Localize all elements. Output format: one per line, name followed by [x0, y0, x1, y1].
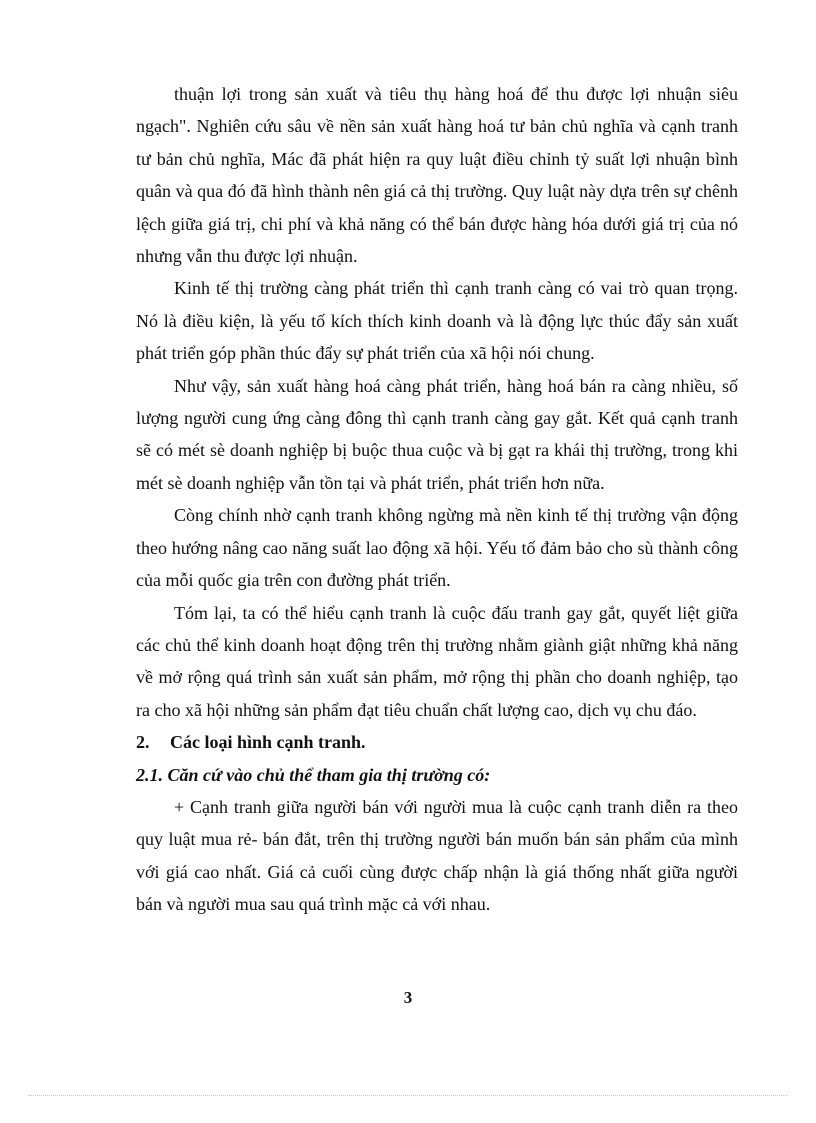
body-paragraph: Như vậy, sản xuất hàng hoá càng phát triển, hàng hoá bán ra càng nhiều, số lượng người cung ứng càng đông thì cạnh tranh càng gay gắt. Kết quả cạnh tranh sẽ có mét sè doanh nghiệp bị buộc thua cuộc và bị gạt ra khái thị trường, trong khi mét sè doanh nghiệp vẫn tồn tại và phát triển, phát triển hơn nữa. [136, 375, 738, 493]
section-title: Các loại hình cạnh tranh. [170, 732, 366, 753]
page-number: 3 [403, 988, 413, 1007]
section-number: 2. [136, 732, 150, 753]
body-paragraph: Tóm lại, ta có thể hiểu cạnh tranh là cuộc đấu tranh gay gắt, quyết liệt giữa các chủ thể kinh doanh hoạt động trên thị trường nhằm giành giật những khả năng về mở rộng quá trình sản xuất sản phẩm, mở rộng thị phần cho doanh nghiệp, tạo ra cho xã hội những sản phẩm đạt tiêu chuẩn chất lượng cao, dịch vụ chu đáo. [136, 602, 738, 720]
document-body [136, 78, 738, 921]
subsection-heading: 2.1. Căn cứ vào chủ thể tham gia thị trường có: [136, 764, 491, 785]
body-paragraph: thuận lợi trong sản xuất và tiêu thụ hàng hoá để thu được lợi nhuận siêu ngạch". Nghiên cứu sâu về nền sản xuất hàng hoá tư bản chủ nghĩa và cạnh tranh tư bản chủ nghĩa, Mác đã phát hiện ra quy luật điều chỉnh tỷ suất lợi nhuận bình quân và qua đó đã hình thành nên giá cả thị trường. Quy luật này dựa trên sự chênh lệch giữa giá trị, chi phí và khả năng có thể bán được hàng hóa dưới giá trị của nó nhưng vẫn thu được lợi nhuận. [136, 84, 738, 267]
body-paragraph: Còng chính nhờ cạnh tranh không ngừng mà nền kinh tế thị trường vận động theo hướng nâng cao năng suất lao động xã hội. Yếu tố đảm bảo cho sù thành công của mỗi quốc gia trên con đường phát triển. [136, 505, 738, 591]
page-bottom-divider [28, 1095, 788, 1096]
body-paragraph: + Cạnh tranh giữa người bán với người mua là cuộc cạnh tranh diễn ra theo quy luật mua rẻ- bán đắt, trên thị trường người bán muốn bán sản phẩm của mình với giá cao nhất. Giá cả cuối cùng được chấp nhận là giá thống nhất giữa người bán và người mua sau quá trình mặc cả với nhau. [136, 796, 738, 915]
section-heading [136, 726, 738, 758]
body-paragraph: Kinh tế thị trường càng phát triển thì cạnh tranh càng có vai trò quan trọng. Nó là điều kiện, là yếu tố kích thích kinh doanh và là động lực thúc đẩy sản xuất phát triển góp phần thúc đẩy sự phát triển của xã hội nói chung. [136, 278, 738, 364]
